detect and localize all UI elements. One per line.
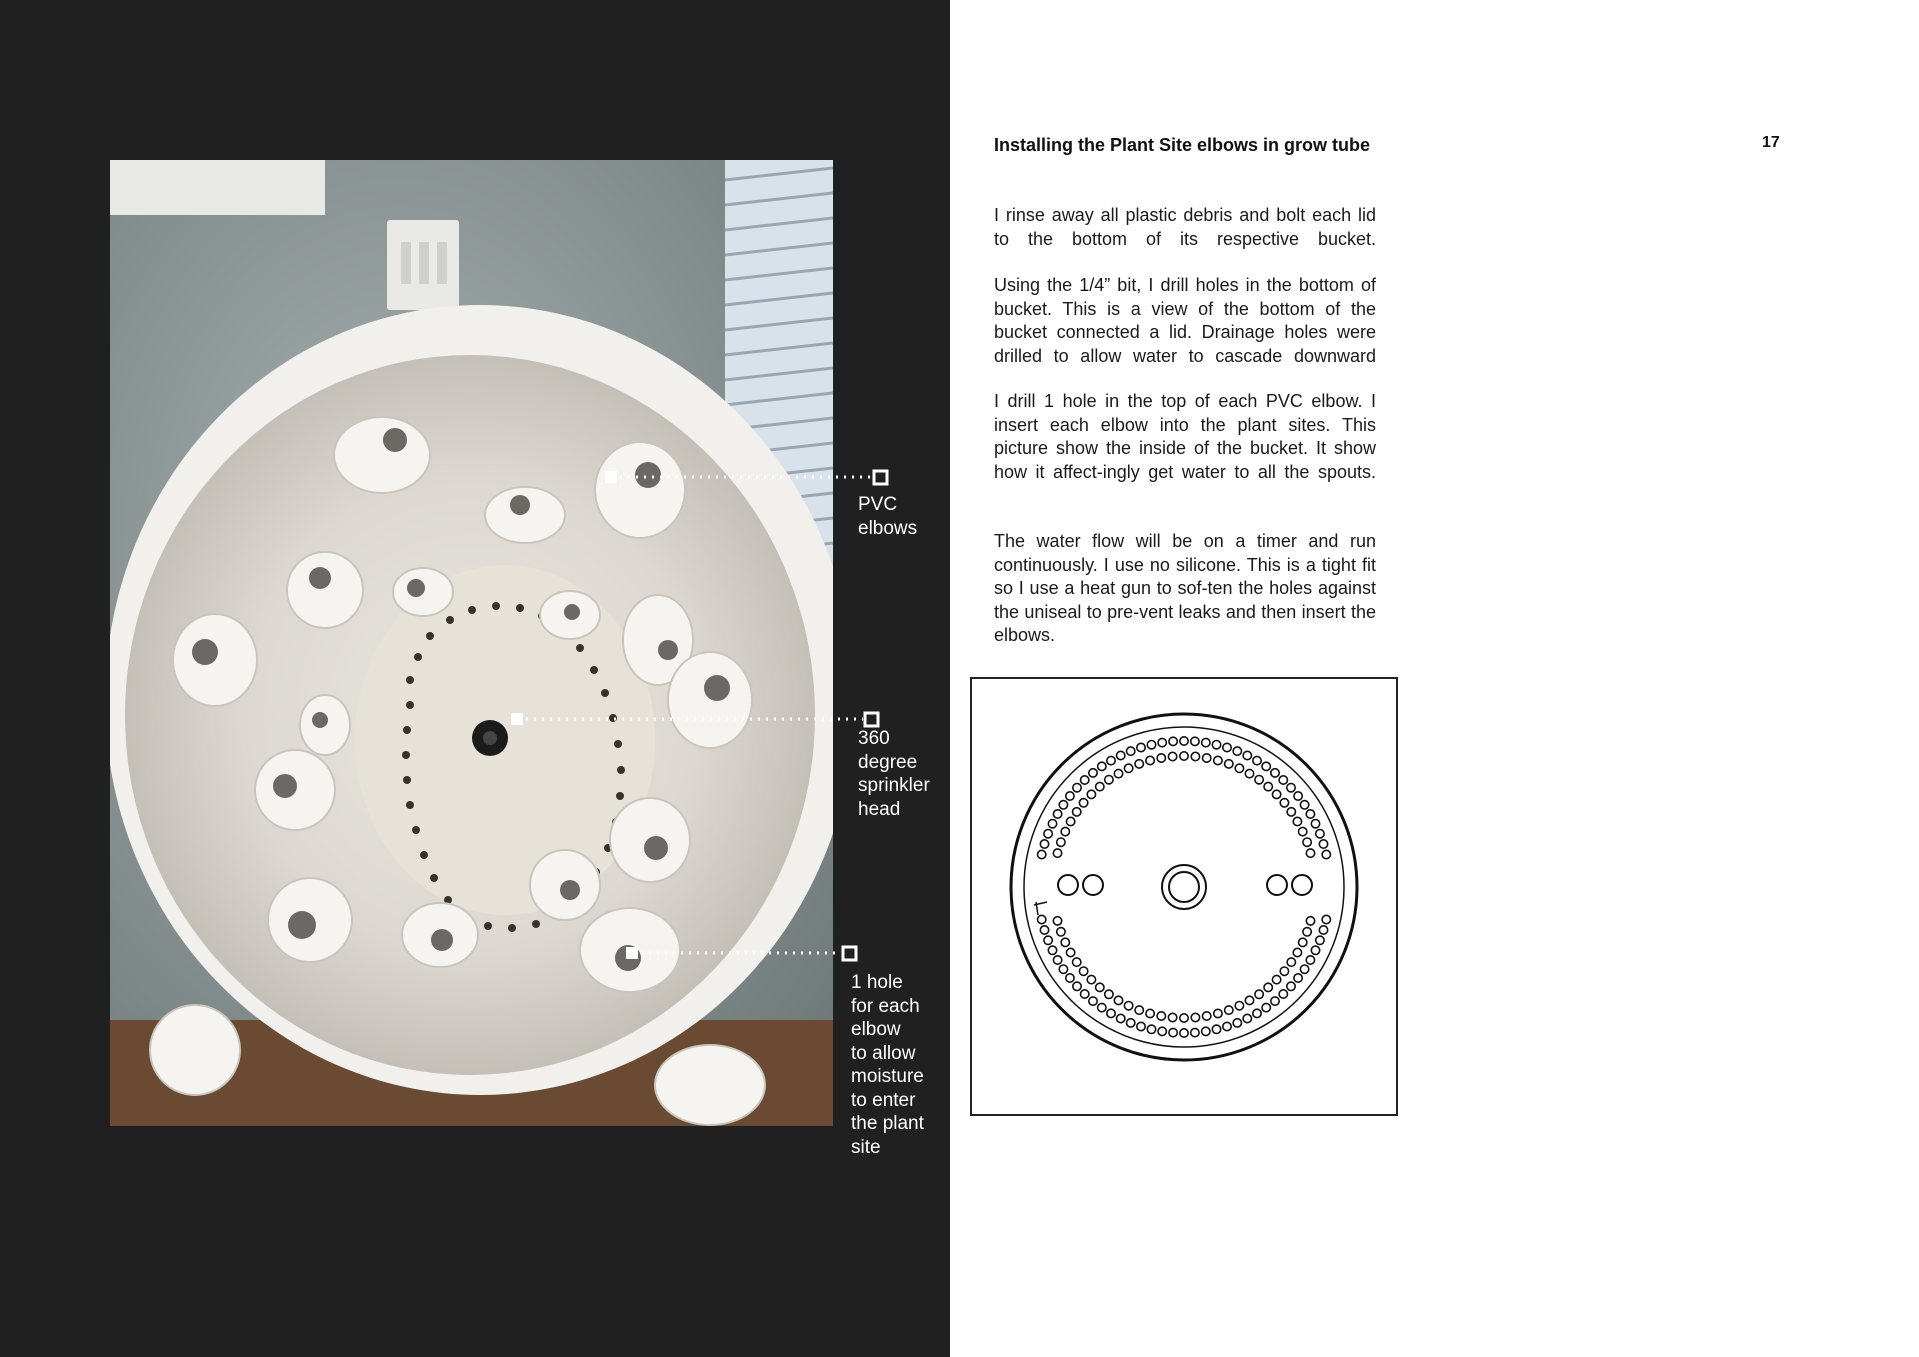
callout-sprinkler-pointer <box>511 713 878 726</box>
callout-label-pvc-elbows: PVC elbows <box>858 494 918 539</box>
drainage-hole <box>1081 776 1089 784</box>
page-number: 17 <box>1762 134 1780 151</box>
drainage-hole <box>1061 938 1069 946</box>
drainage-hole <box>1059 965 1067 973</box>
drainage-hole <box>1180 1029 1188 1037</box>
callout-leader-lines <box>0 0 950 1357</box>
drainage-hole <box>1279 776 1287 784</box>
drainage-hole <box>1319 840 1327 848</box>
drainage-hole <box>1280 967 1288 975</box>
bolt-hole-left-2 <box>1083 875 1103 895</box>
drainage-hole <box>1279 990 1287 998</box>
drainage-hole <box>1038 915 1046 923</box>
paragraph-drill-holes: Using the 1/4” bit, I drill holes in the bottom of bucket. This is a view of the bottom of the bucket connected a lid. Drainage holes were drilled to allow water to cascade downward <box>994 275 1376 366</box>
drainage-hole <box>1057 838 1065 846</box>
drainage-hole <box>1114 769 1122 777</box>
drainage-hole <box>1311 946 1319 954</box>
bolt-hole-right-2 <box>1292 875 1312 895</box>
drainage-hole <box>1253 756 1261 764</box>
paragraph-water-flow: The water flow will be on a timer and run continuously. I use no silicone. This is a tight fit so I use a heat gun to sof-ten the holes against the uniseal to pre-vent leaks and then insert the elbows. <box>994 531 1376 645</box>
drainage-hole <box>1169 737 1177 745</box>
drainage-hole <box>1203 754 1211 762</box>
drainage-hole <box>1272 975 1280 983</box>
drainage-hole <box>1271 997 1279 1005</box>
drainage-hole <box>1087 975 1095 983</box>
drainage-hole <box>1287 982 1295 990</box>
drainage-hole <box>1322 850 1330 858</box>
drainage-hole <box>1299 938 1307 946</box>
drainage-hole <box>1107 756 1115 764</box>
drainage-hole <box>1089 997 1097 1005</box>
drainage-hole <box>1157 754 1165 762</box>
drainage-hole <box>1203 1012 1211 1020</box>
lid-diagram-frame <box>970 677 1398 1116</box>
bolt-hole-right-1 <box>1267 875 1287 895</box>
drainage-hole <box>1073 808 1081 816</box>
callout-hole-pointer <box>626 947 856 960</box>
drainage-hole <box>1262 762 1270 770</box>
drainage-hole <box>1191 1013 1199 1021</box>
drainage-hole <box>1180 1014 1188 1022</box>
drainage-hole <box>1223 1022 1231 1030</box>
drainage-hole <box>1280 799 1288 807</box>
bolt-hole-left-1 <box>1058 875 1078 895</box>
drainage-hole <box>1048 820 1056 828</box>
drainage-hole <box>1214 756 1222 764</box>
drainage-hole <box>1137 743 1145 751</box>
drainage-hole <box>1322 915 1330 923</box>
drainage-hole <box>1311 820 1319 828</box>
drainage-hole <box>1124 764 1132 772</box>
drainage-hole <box>1137 1022 1145 1030</box>
drainage-hole <box>1107 1009 1115 1017</box>
drainage-hole <box>1157 1012 1165 1020</box>
drainage-hole <box>1319 926 1327 934</box>
drainage-hole <box>1293 817 1301 825</box>
callout-label-elbow-hole: 1 hole for each elbow to allow moisture to enter the plant site <box>851 972 924 1158</box>
drainage-hole <box>1202 1027 1210 1035</box>
drainage-hole <box>1087 790 1095 798</box>
drainage-hole <box>1262 1003 1270 1011</box>
drainage-hole <box>1306 849 1314 857</box>
drainage-hole <box>1202 738 1210 746</box>
drainage-hole <box>1214 1009 1222 1017</box>
drainage-hole <box>1038 850 1046 858</box>
drainage-hole <box>1079 967 1087 975</box>
drainage-hole <box>1146 1009 1154 1017</box>
drainage-hole <box>1127 1019 1135 1027</box>
drainage-hole <box>1225 1006 1233 1014</box>
drainage-hole <box>1105 990 1113 998</box>
drainage-hole <box>1096 983 1104 991</box>
drainage-hole <box>1057 928 1065 936</box>
callout-label-sprinkler-head: 360 degree sprinkler head <box>858 728 930 820</box>
drainage-hole <box>1081 990 1089 998</box>
drainage-hole <box>1271 769 1279 777</box>
drainage-hole <box>1316 936 1324 944</box>
drainage-hole <box>1079 799 1087 807</box>
drainage-hole <box>1306 956 1314 964</box>
drainage-hole <box>1306 917 1314 925</box>
drainage-hole <box>1098 1003 1106 1011</box>
drainage-hole <box>1212 741 1220 749</box>
drainage-hole <box>1168 1013 1176 1021</box>
drainage-hole <box>1135 1006 1143 1014</box>
drainage-hole <box>1180 752 1188 760</box>
lid-drainage-diagram <box>972 679 1396 1114</box>
drainage-hole <box>1245 996 1253 1004</box>
drainage-hole <box>1044 936 1052 944</box>
drainage-hole <box>1059 801 1067 809</box>
lid-outer-ring <box>1011 714 1357 1060</box>
drainage-hole <box>1180 737 1188 745</box>
drainage-hole <box>1300 801 1308 809</box>
drainage-hole <box>1114 996 1122 1004</box>
drainage-hole <box>1168 752 1176 760</box>
drainage-hole <box>1287 808 1295 816</box>
drainage-hole <box>1245 769 1253 777</box>
drainage-hole <box>1235 1002 1243 1010</box>
drainage-hole <box>1089 769 1097 777</box>
drainage-hole <box>1096 782 1104 790</box>
drainage-hole <box>1146 756 1154 764</box>
drainage-hole <box>1066 974 1074 982</box>
paragraph-rinse: I rinse away all plastic debris and bolt each lid to the bottom of its respective bucket. <box>994 205 1376 249</box>
drainage-hole <box>1073 784 1081 792</box>
drainage-hole <box>1105 776 1113 784</box>
drainage-hole <box>1287 784 1295 792</box>
sprinkler-mount-inner <box>1169 872 1199 902</box>
drainage-hole <box>1243 751 1251 759</box>
drainage-hole <box>1066 948 1074 956</box>
drainage-hole <box>1073 958 1081 966</box>
drainage-hole <box>1053 810 1061 818</box>
drainage-hole <box>1212 1025 1220 1033</box>
drainage-hole <box>1272 790 1280 798</box>
drainage-hole <box>1066 792 1074 800</box>
drainage-hole <box>1158 738 1166 746</box>
section-heading: Installing the Plant Site elbows in grow tube <box>994 135 1371 155</box>
drainage-hole <box>1243 1014 1251 1022</box>
lid-inner-ring <box>1024 727 1344 1047</box>
drainage-hole <box>1303 928 1311 936</box>
drainage-hole <box>1044 830 1052 838</box>
drainage-hole <box>1040 840 1048 848</box>
drainage-hole <box>1255 776 1263 784</box>
drainage-hole <box>1147 1025 1155 1033</box>
drainage-hole <box>1053 849 1061 857</box>
drainage-hole <box>1233 747 1241 755</box>
drainage-hole <box>1287 958 1295 966</box>
drainage-hole <box>1158 1027 1166 1035</box>
drainage-hole <box>1299 827 1307 835</box>
drainage-hole <box>1117 751 1125 759</box>
drainage-hole <box>1191 1028 1199 1036</box>
drainage-hole <box>1233 1019 1241 1027</box>
drainage-hole <box>1053 956 1061 964</box>
drainage-hole <box>1264 983 1272 991</box>
drainage-hole <box>1293 948 1301 956</box>
drainage-hole <box>1223 743 1231 751</box>
drainage-hole <box>1306 810 1314 818</box>
callout-pvc-elbows-pointer <box>605 471 887 484</box>
drainage-hole <box>1124 1002 1132 1010</box>
drainage-hole <box>1294 792 1302 800</box>
drainage-hole <box>1303 838 1311 846</box>
drainage-hole <box>1294 974 1302 982</box>
drainage-hole <box>1073 982 1081 990</box>
drainage-hole <box>1255 990 1263 998</box>
drainage-hole <box>1066 817 1074 825</box>
drainage-hole <box>1135 760 1143 768</box>
drainage-hole <box>1300 965 1308 973</box>
drainage-hole <box>1053 917 1061 925</box>
drainage-hole <box>1117 1014 1125 1022</box>
drainage-hole <box>1127 747 1135 755</box>
drainage-hole <box>1235 764 1243 772</box>
drainage-hole <box>1040 926 1048 934</box>
drainage-hole <box>1048 946 1056 954</box>
drainage-hole <box>1191 737 1199 745</box>
drainage-hole <box>1191 752 1199 760</box>
drainage-hole <box>1061 827 1069 835</box>
paragraph-pvc-elbow: I drill 1 hole in the top of each PVC elbow. I insert each elbow into the plant sites. This picture show the inside of the bucket. It show how it affect-ingly get water to all the spouts. <box>994 391 1376 482</box>
drainage-hole <box>1253 1009 1261 1017</box>
dark-left-panel <box>0 0 950 1357</box>
drainage-hole <box>1147 741 1155 749</box>
drainage-hole <box>1316 830 1324 838</box>
drainage-hole <box>1098 762 1106 770</box>
drainage-hole <box>1264 782 1272 790</box>
drainage-hole <box>1169 1028 1177 1036</box>
drainage-hole <box>1225 760 1233 768</box>
